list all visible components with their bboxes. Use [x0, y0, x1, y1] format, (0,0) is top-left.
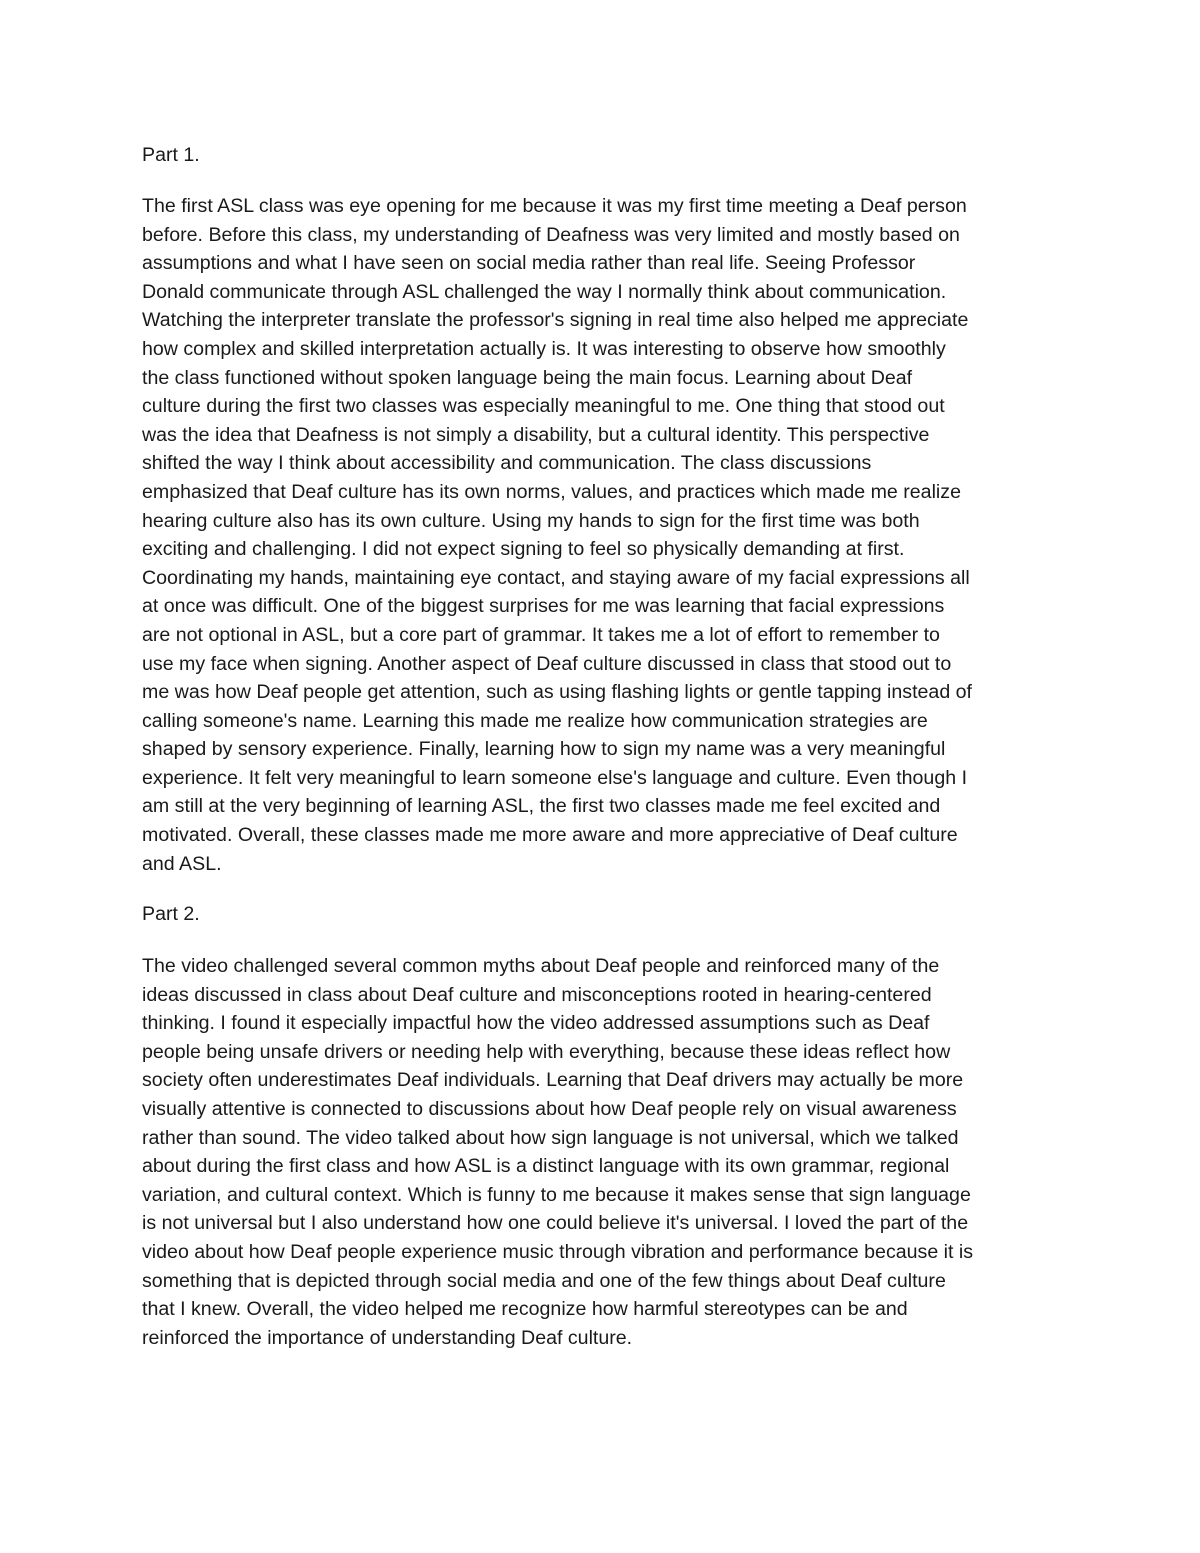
paragraph-line: and ASL. [142, 852, 222, 875]
paragraph-line: society often underestimates Deaf individuals. Learning that Deaf drivers may actually be more [142, 1069, 964, 1092]
paragraph-line: visually attentive is connected to discussions about how Deaf people rely on visual awareness [142, 1097, 957, 1120]
paragraph-line: was the idea that Deafness is not simply a disability, but a cultural identity. This perspective [142, 423, 930, 446]
paragraph-line: variation, and cultural context. Which is funny to me because it makes sense that sign language [142, 1183, 971, 1206]
paragraph-line: ideas discussed in class about Deaf culture and misconceptions rooted in hearing-centered [142, 983, 932, 1006]
paragraph-line: before. Before this class, my understanding of Deafness was very limited and mostly based on [142, 223, 960, 246]
paragraph-line: are not optional in ASL, but a core part of grammar. It takes me a lot of effort to remember to [142, 623, 940, 646]
part2-paragraph [142, 952, 1067, 1352]
part2-heading-text: Part 2. [142, 903, 200, 925]
paragraph-line: hearing culture also has its own culture. Using my hands to sign for the first time was both [142, 509, 920, 532]
paragraph-line: reinforced the importance of understanding Deaf culture. [142, 1326, 633, 1349]
paragraph-line: exciting and challenging. I did not expect signing to feel so physically demanding at first. [142, 538, 905, 561]
paragraph-line: motivated. Overall, these classes made me more aware and more appreciative of Deaf culture [142, 824, 958, 847]
paragraph-line: the class functioned without spoken language being the main focus. Learning about Deaf [142, 366, 913, 389]
part1-paragraph [142, 192, 1067, 878]
paragraph-line: Watching the interpreter translate the professor's signing in real time also helped me appreciate [142, 309, 969, 332]
part1-heading-text: Part 1. [142, 144, 200, 166]
paragraph-line: am still at the very beginning of learning ASL, the first two classes made me feel excited and [142, 795, 941, 818]
paragraph-line: me was how Deaf people get attention, such as using flashing lights or gentle tapping instead of [142, 681, 972, 704]
paragraph-line: The video challenged several common myths about Deaf people and reinforced many of the [142, 955, 940, 977]
paragraph-line: Donald communicate through ASL challenged the way I normally think about communication. [142, 280, 947, 303]
paragraph-line: about during the first class and how ASL is a distinct language with its own grammar, regional [142, 1155, 950, 1178]
paragraph-line: assumptions and what I have seen on social media rather than real life. Seeing Professor [142, 252, 916, 275]
paragraph-line: video about how Deaf people experience music through vibration and performance because it is [142, 1240, 974, 1263]
paragraph-line: rather than sound. The video talked about how sign language is not universal, which we talked [142, 1126, 959, 1149]
paragraph-line: at once was difficult. One of the biggest surprises for me was learning that facial expressions [142, 595, 945, 618]
part2-heading [142, 900, 1067, 928]
paragraph-line: people being unsafe drivers or needing help with everything, because these ideas reflect how [142, 1040, 951, 1063]
paragraph-line: thinking. I found it especially impactful how the video addressed assumptions such as Deaf [142, 1012, 930, 1035]
paragraph-line: Coordinating my hands, maintaining eye contact, and staying aware of my facial expressions all [142, 566, 970, 589]
paragraph-line: something that is depicted through social media and one of the few things about Deaf culture [142, 1269, 946, 1292]
paragraph-line: how complex and skilled interpretation actually is. It was interesting to observe how smoothly [142, 337, 946, 360]
paragraph-line: is not universal but I also understand how one could believe it's universal. I loved the part of the [142, 1212, 969, 1235]
paragraph-line: calling someone's name. Learning this made me realize how communication strategies are [142, 709, 928, 732]
paragraph-line: emphasized that Deaf culture has its own norms, values, and practices which made me realize [142, 480, 961, 503]
part1-heading [142, 141, 1067, 169]
paragraph-line: that I knew. Overall, the video helped me recognize how harmful stereotypes can be and [142, 1298, 908, 1321]
paragraph-line: shaped by sensory experience. Finally, learning how to sign my name was a very meaningful [142, 738, 946, 761]
paragraph-line: shifted the way I think about accessibility and communication. The class discussions [142, 452, 872, 475]
paragraph-line: experience. It felt very meaningful to learn someone else's language and culture. Even though I [142, 766, 968, 789]
paragraph-line: The first ASL class was eye opening for me because it was my first time meeting a Deaf person [142, 195, 967, 217]
paragraph-line: culture during the first two classes was especially meaningful to me. One thing that stood out [142, 395, 945, 418]
paragraph-line: use my face when signing. Another aspect of Deaf culture discussed in class that stood out to [142, 652, 952, 675]
